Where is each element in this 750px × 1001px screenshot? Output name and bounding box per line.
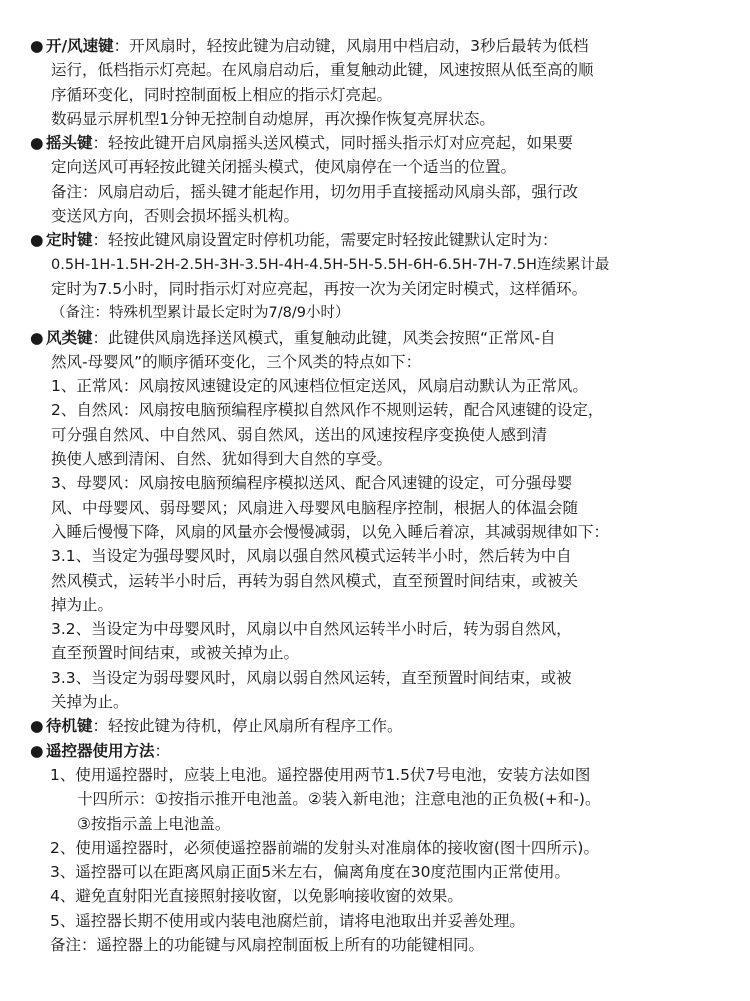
- section-heading-line: [30, 228, 720, 252]
- text-line: 然风模式，运转半小时后，再转为弱自然风模式，直至预置时间结束，或被关: [51, 571, 579, 590]
- text-line: 换使人感到清闲、自然、犹如得到大自然的享受。: [51, 450, 393, 469]
- text-line: ③按指示盖上电池盖。: [77, 814, 231, 833]
- section-title: 定时键: [46, 231, 93, 250]
- section-standby: [30, 714, 720, 738]
- section-title: 开/风速键: [46, 37, 114, 55]
- section-wind-type: [30, 326, 720, 715]
- text-line: 2、自然风：风扇按电脑预编程序模拟自然风作不规则运转，配合风速键的设定，: [51, 401, 604, 420]
- section-swing: [30, 131, 720, 228]
- text-line: 0.5H-1H-1.5H-2H-2.5H-3H-3.5H-4H-4.5H-5H-5.5H-6H-6.5H-7H-7.5H连续累计最: [51, 256, 610, 273]
- bullet-icon: ●: [30, 37, 44, 55]
- text-line: 3.1、当设定为强母婴风时，风扇以强自然风模式运转半小时，然后转为中自: [51, 547, 572, 566]
- text-line: 变送风方向，否则会损坏摇头机构。: [51, 207, 300, 226]
- text-line: 定向送风可再轻按此键关闭摇头模式，使风扇停在一个适当的位置。: [51, 158, 517, 177]
- text-line: 1、正常风：风扇按风速键设定的风速档位恒定送风，风扇启动默认为正常风。: [51, 377, 588, 396]
- section-heading-line: [30, 739, 720, 763]
- text-line: 3.2、当设定为中母婴风时，风扇以中自然风运转半小时后，转为弱自然风，: [51, 620, 572, 639]
- text-line: ：: [154, 741, 171, 760]
- text-line: 序循环变化，同时控制面板上相应的指示灯亮起。: [51, 85, 393, 104]
- text-line: 3、遥控器可以在距离风扇正面5米左右，偏离角度在30度范围内正常使用。: [50, 863, 570, 882]
- section-title: 待机键: [46, 717, 93, 736]
- text-line: 可分强自然风、中自然风、弱自然风，送出的风速按程序变换使人感到清: [51, 425, 548, 444]
- text-line: 入睡后慢慢下降，风扇的风量亦会慢慢减弱，以免入睡后着凉，其减弱规律如下：: [51, 522, 610, 541]
- text-line: 备注：遥控器上的功能键与风扇控制面板上所有的功能键相同。: [50, 935, 485, 954]
- bullet-icon: ●: [30, 231, 44, 250]
- section-heading-line: [30, 714, 720, 738]
- text-line: （备注：特殊机型累计最长定时为7/8/9小时）: [51, 305, 350, 322]
- section-remote: [30, 739, 720, 958]
- text-line: 1、使用遥控器时，应装上电池。遥控器使用两节1.5伏7号电池，安装方法如图: [50, 765, 591, 784]
- text-line: 5、遥控器长期不使用或内装电池腐烂前，请将电池取出并妥善处理。: [50, 911, 525, 930]
- text-line: 3.3、当设定为弱母婴风时，风扇以弱自然风运转，直至预置时间结束，或被: [51, 668, 572, 687]
- text-line: ：轻按此键为待机，停止风扇所有程序工作。: [92, 717, 403, 736]
- text-line: 风、中母婴风、弱母婴风；风扇进入母婴风电脑程序控制，根据人的体温会随: [51, 498, 579, 517]
- text-line: 备注：风扇启动后，摇头键才能起作用，切勿用手直接摇动风扇头部，强行改: [51, 182, 579, 201]
- text-line: 然风-母婴风”的顺序循环变化，三个风类的特点如下：: [51, 352, 422, 371]
- text-line: 定时为7.5小时，同时指示灯对应亮起，再按一次为关闭定时模式，这样循环。: [51, 279, 588, 298]
- bullet-icon: ●: [30, 134, 44, 153]
- section-title: 遥控器使用方法: [46, 741, 155, 760]
- text-line: 关掉为止。: [51, 693, 129, 712]
- text-line: ：开风扇时，轻按此键为启动键，风扇用中档启动，3秒后最转为低档: [113, 37, 589, 55]
- text-line: 掉为止。: [51, 595, 114, 614]
- text-line: 运行，低档指示灯亮起。在风扇启动后，重复触动此键，风速按照从低至高的顺: [51, 61, 594, 80]
- section-heading-line: [30, 326, 720, 350]
- section-heading-line: [30, 131, 720, 155]
- section-timer: [30, 228, 720, 325]
- bullet-icon: ●: [30, 328, 44, 347]
- text-line: ：轻按此键风扇设置定时停机功能，需要定时轻按此键默认定时为：: [92, 231, 558, 250]
- bullet-icon: ●: [30, 741, 44, 760]
- text-line: 十四所示：①按指示推开电池盖。②装入新电池；注意电池的正负极(+和-)。: [77, 790, 601, 809]
- text-line: ：轻按此键开启风扇摇头送风模式，同时摇头指示灯对应亮起，如果要: [92, 134, 574, 153]
- text-line: 4、避免直射阳光直接照射接收窗，以免影响接收窗的效果。: [50, 887, 463, 906]
- bullet-icon: ●: [30, 717, 44, 736]
- section-title: 摇头键: [46, 134, 93, 153]
- text-line: 直至预置时间结束，或被关掉为止。: [51, 644, 300, 663]
- text-line: ：此键供风扇选择送风模式，重复触动此键，风类会按照“正常风-自: [92, 328, 556, 347]
- section-heading-line: [30, 34, 720, 58]
- text-line: 数码显示屏机型1分钟无控制自动熄屏，再次操作恢复亮屏状态。: [51, 109, 495, 128]
- text-line: 2、使用遥控器时，必须使遥控器前端的发射头对准扇体的接收窗(图十四所示)。: [50, 838, 599, 857]
- text-line: 3、母婴风：风扇按电脑预编程序模拟送风、配合风速键的设定，可分强母婴: [51, 474, 573, 493]
- section-wind-speed: [30, 34, 720, 131]
- section-title: 风类键: [46, 328, 93, 347]
